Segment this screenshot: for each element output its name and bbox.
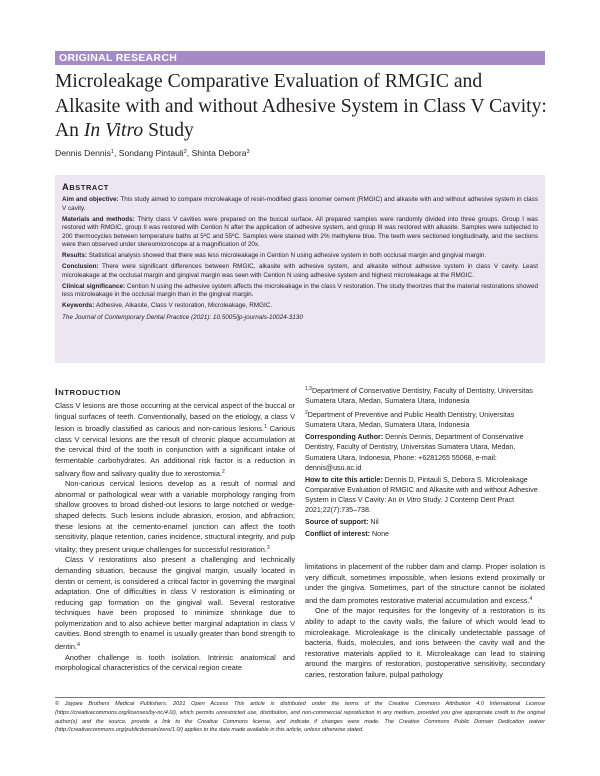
intro-paragraph-1 xyxy=(55,401,295,479)
right-column-body xyxy=(305,562,545,681)
title-line-3-post: Study xyxy=(143,120,194,141)
intro-heading-first: I xyxy=(55,387,59,398)
abstract-heading-first: A xyxy=(62,181,70,192)
right-p1-text: limitations in placement of the rubber dam and clamp. Proper isolation is very difficult, sometimes impossible, when lesions extend proximally or under the gingiva. Sometimes, part of the structure cannot be isolated and the dam promotes restorative material accumulation and excess. xyxy=(305,562,545,605)
support-text: Nil xyxy=(368,518,379,527)
intro-paragraph-4: Another challenge is tooth isolation. Intrinsic anatomical and morphological characteristics of the cervical region create xyxy=(55,652,295,673)
citation-ref: 4 xyxy=(529,595,533,602)
intro-p1-part-b: Carious class V cervical lesions are the result of chronic plaque accumulation at the cervical third of the tooth in conjunction with a significant intake of fermentable carbohydrates. An additional risk factor is a reduction in salivary flow and salivary quality due to xerostomia. xyxy=(55,424,295,478)
intro-p3-text: Class V restorations also present a challenging and technically demanding situation, because the gingival margin, usually located in dentin or cement, is considered a critical factor in governing the marginal adaptation. One of difficulties in class V restoration is eliminating or reducing gap formation on the gingival wall. Several restorative techniques have been proposed to minimize shrinkage due to polymerization and to also achieve better marginal adaptation in class V cavities. Bond strength to enamel is usually greater than bond strength to dentin. xyxy=(55,555,295,652)
title-line-3-pre: An xyxy=(55,120,84,141)
author-name: Dennis Dennis xyxy=(55,148,111,158)
title-line-3-em: In Vitro xyxy=(83,120,144,141)
abstract-significance-label: Clinical significance: xyxy=(62,282,126,290)
abstract-results xyxy=(62,252,538,261)
intro-p1-part-a: Class V lesions are those occurring at the cervical aspect of the buccal or lingual surfaces of teeth. Conventionally, based on the etiology, a class V lesion is broadly classified as carious and non-carious lesions. xyxy=(55,401,295,434)
cite-label: How to cite this article: xyxy=(305,475,383,484)
corresponding-author xyxy=(305,432,545,472)
affiliation-sup: 2 xyxy=(305,410,308,417)
affiliations-block xyxy=(305,384,545,541)
abstract-significance xyxy=(62,283,538,300)
author-list xyxy=(55,148,250,158)
abstract-box xyxy=(55,175,545,363)
title-line-2: Alkasite with and without Adhesive System in Class V Cavity: xyxy=(55,95,547,117)
citation-ref: 4 xyxy=(77,642,80,649)
abstract-heading-rest: BSTRACT xyxy=(69,183,109,192)
citation-ref: 2 xyxy=(221,468,225,475)
conflict-label: Conflict of interest: xyxy=(305,530,371,539)
affiliation-1 xyxy=(305,384,545,406)
abstract-methods-text: Thirty class V cavities were prepared on the buccal surface. All prepared samples were randomly divided into three groups. Group I was restored with RMGIC, group II was restored with Cention N after the application of adhesive system, and group III was restored with alkasite. Samples were subjected to 200 thermocycles between temperature baths at 5ºC and 55ºC. Samples were stained with 2% methylene blue. The teeth were sectioned longitudinally, and the sections were then observed under stereomicroscope at a magnification of 20x. xyxy=(62,215,538,249)
affiliation-text: Department of Conservative Dentistry, Faculty of Dentistry, Universitas Sumatera Utara, Medan, Sumatera Utara, Indonesia xyxy=(305,387,533,406)
author-separator: , xyxy=(186,148,192,158)
source-of-support xyxy=(305,517,545,527)
conflict-text: None xyxy=(370,530,389,539)
abstract-results-text: Statistical analysis showed that there was less microleakage in Cention N using adhesive system in both occlusal margin and gingival margin. xyxy=(87,252,487,260)
affiliation-2 xyxy=(305,408,545,430)
cite-em: In Vitro xyxy=(398,495,421,504)
abstract-citation xyxy=(62,314,538,323)
citation-ref: 1 xyxy=(264,424,267,431)
journal-citation: The Journal of Contemporary Dental Practice (2021): 10.5005/jp-journals-10024-3130 xyxy=(62,313,303,321)
left-column xyxy=(55,384,295,674)
abstract-aim-text: This study aimed to compare microleakage of resin-modified glass ionomer cement (RMGIC) and alkasite with and without adhesive system in class V cavity. xyxy=(62,196,538,212)
author-separator: , xyxy=(113,148,119,158)
citation-ref: 3 xyxy=(266,544,270,551)
abstract-conclusion-label: Conclusion: xyxy=(62,263,99,271)
intro-paragraph-2 xyxy=(55,479,295,555)
abstract-keywords-text: Adhesive, Alkasite, Class V restoration, Microleakage, RMGIC. xyxy=(94,302,273,310)
title-line-3 xyxy=(55,119,555,144)
corresponding-text: Dennis Dennis, Department of Conservative Dentistry, Faculty of Dentistry, Universitas Sumatera Utara, Medan, Sumatera Utara, Indonesia, Phone: +6281265 55068, e-mail: dennis@usu.ac.id xyxy=(305,433,524,472)
author-sup: 1 xyxy=(110,149,114,155)
right-paragraph-2: One of the major requisites for the longevity of a restoration is its ability to adapt to the cavity walls, the failure of which would lead to microleakage. Microleakage is the clinically undetectable passage of bacteria, fluids, molecules, and ions between the cavity wall and the restorative materials applied to it. Microleakage can lead to staining around the margins of restoration, postoperative sensitivity, secondary caries, restoration failure, pulpal pathology xyxy=(305,606,545,679)
abstract-aim xyxy=(62,196,538,213)
author-sup: 2 xyxy=(183,149,187,155)
right-paragraph-1 xyxy=(305,562,545,606)
license-footer: © Jaypee Brothers Medical Publishers. 2021 Open Access This article is distributed under the terms of the Creative Commons Attribution 4.0 International License (https://creativecommons.org/licenses/by-nc/4.0/), which permits unrestricted use, distribution, and non-commercial reproduction in any medium, provided you give appropriate credit to the original author(s) and the source, provide a link to the Creative Commons license, and indicate if changes were made. The Creative Commons Public Domain Dedication waiver (http://creativecommons.org/publicdomain/zero/1.0/) applies to the data made available in this article, unless otherwise stated. xyxy=(55,701,545,734)
affiliation-text: Department of Preventive and Public Health Dentistry, Universitas Sumatera Utara, Medan, Sumatera Utara, Indonesia xyxy=(305,411,515,430)
corresponding-label: Corresponding Author: xyxy=(305,433,384,442)
abstract-aim-label: Aim and objective: xyxy=(62,196,119,203)
cite-tail: Study. J Contemp Dent Pract 2021;22(7):735–738. xyxy=(305,495,515,515)
author-name: Shinta Debora xyxy=(191,148,247,158)
footer-divider xyxy=(55,697,545,698)
introduction-heading xyxy=(55,387,295,398)
abstract-heading xyxy=(62,181,538,192)
affiliation-sup: 1,3 xyxy=(305,386,312,392)
intro-heading-rest: NTRODUCTION xyxy=(58,388,121,397)
support-label: Source of support: xyxy=(305,518,369,527)
section-label: ORIGINAL RESEARCH xyxy=(55,51,545,65)
article-title xyxy=(55,70,555,144)
abstract-methods-label: Materials and methods: xyxy=(62,215,135,223)
intro-paragraph-3 xyxy=(55,555,295,652)
abstract-conclusion-text: There were significant differences between RMGIC, alkasite with adhesive system, and alkasite without adhesive system in class V cavity. Least microleakage at the occlusal margin and gingival margin was seen with Cention N using adhesive system and highest microleakage at the RMGIC. xyxy=(62,263,538,279)
abstract-keywords-label: Keywords: xyxy=(62,302,95,310)
author-name: Sondang Pintauli xyxy=(118,148,184,158)
intro-p2-text: Non-carious cervical lesions develop as a result of normal and abnormal or pathological wear with a variable morphology ranging from shallow grooves to broad dished-out lesions to large notched or wedge-shaped defects. Such lesions include abrasion, erosion, and abfraction; these lesions at the cemento-enamel junction can affect the tooth sensitivity, plaque retention, caries incidence, structural integrity, and pulp vitality; they present unique challenges for successful restoration. xyxy=(55,479,295,554)
cite-text: Dennis D, Pintauli S, Debora S. Microleakage Comparative Evaluation of RMGIC and Alkasite with and without Adhesive System in Class V Cavity: An xyxy=(305,475,538,504)
conflict-of-interest xyxy=(305,529,545,539)
title-line-1: Microleakage Comparative Evaluation of RMGIC and xyxy=(55,71,483,92)
abstract-significance-text: Cention N using the adhesive system affects the microleakage in the class V restoration. The study theorizes that the material restorations showed less microleakage in the occlusal margin than in the gingival margin. xyxy=(62,282,538,299)
abstract-results-label: Results: xyxy=(62,252,88,260)
abstract-conclusion xyxy=(62,263,538,280)
author-sup: 3 xyxy=(246,149,250,155)
abstract-keywords xyxy=(62,302,538,311)
abstract-methods xyxy=(62,216,538,250)
how-to-cite xyxy=(305,475,545,515)
